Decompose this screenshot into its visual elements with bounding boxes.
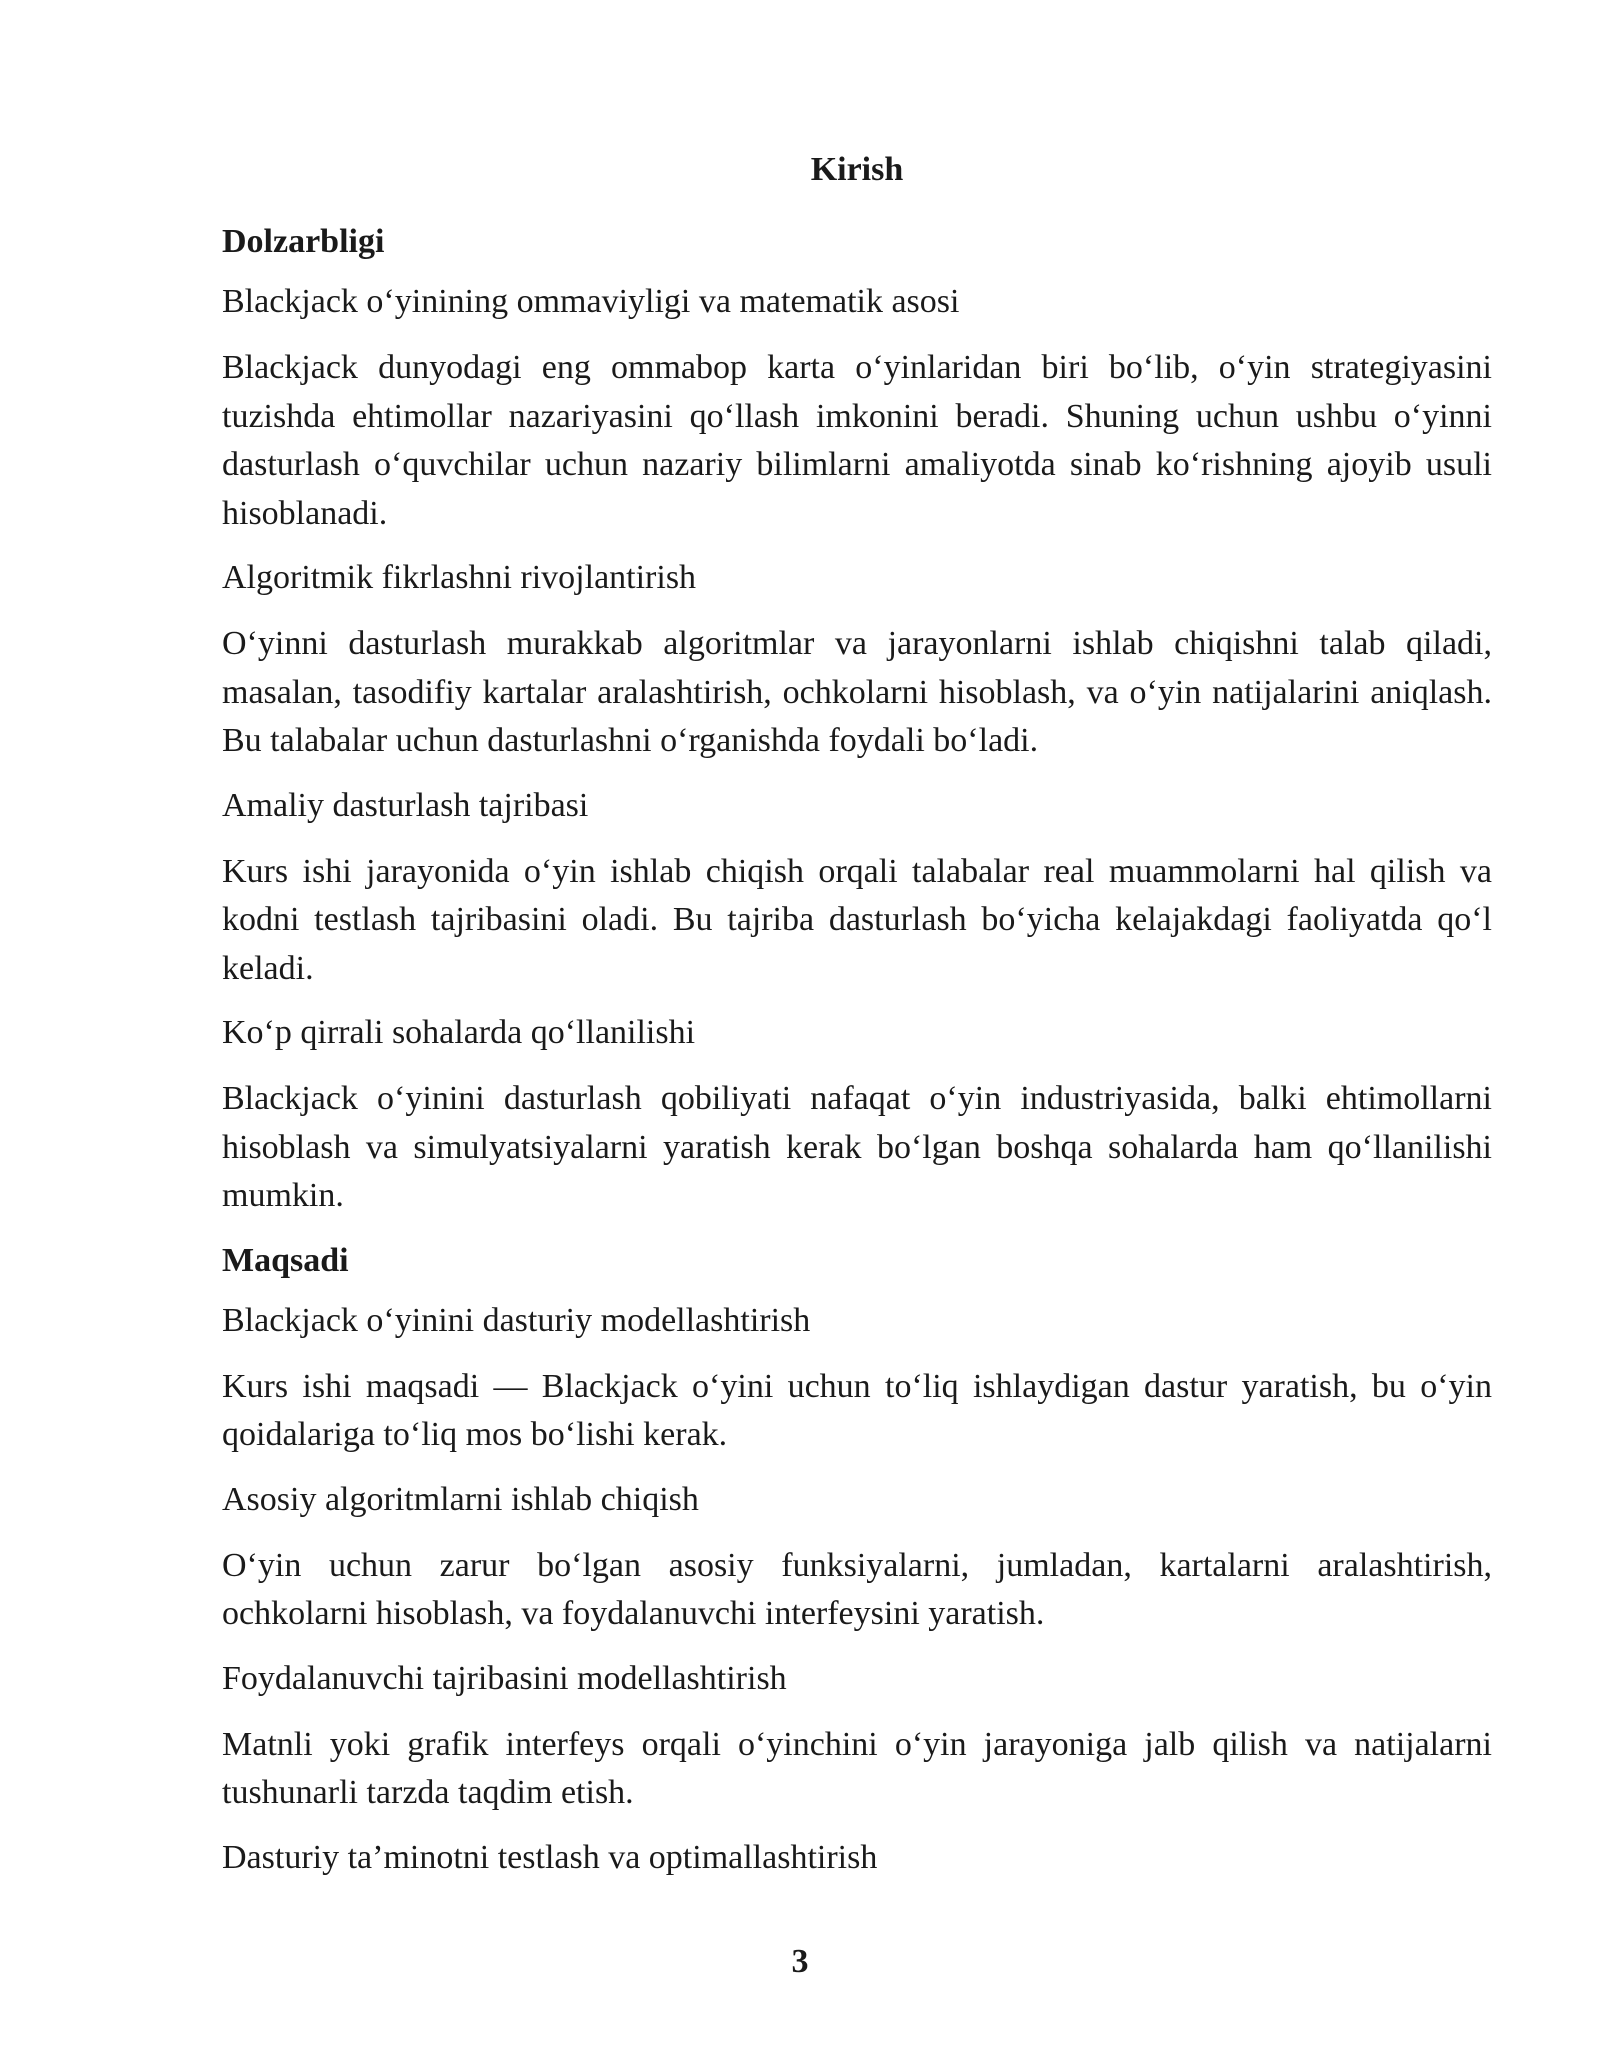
paragraph: Blackjack dunyodagi eng ommabop karta o‘yinlaridan biri bo‘lib, o‘yin strategiyasini tuzishda ehtimollar nazariyasini qo‘llash imkonini beradi. Shuning uchun ushbu o‘yinni dasturlash o‘quvchilar uchun nazariy bilimlarni amaliyotda sinab ko‘rishning ajoyib usuli hisoblanadi.: [222, 349, 1492, 532]
subheading: Ko‘p qirrali sohalarda qo‘llanilishi: [222, 1014, 696, 1051]
paragraph: O‘yinni dasturlash murakkab algoritmlar va jarayonlarni ishlab chiqishni talab qiladi, masalan, tasodifiy kartalar aralashtirish, ochkolarni hisoblash, va o‘yin natijalarini aniqlash. Bu talabalar uchun dasturlashni o‘rganishda foydali bo‘ladi.: [222, 625, 1492, 759]
section-maqsadi: [222, 1239, 1492, 1880]
subheading: Asosiy algoritmlarni ishlab chiqish: [222, 1480, 699, 1518]
paragraph: Kurs ishi maqsadi — Blackjack o‘yini uchun to‘liq ishlaydigan dastur yaratish, bu o‘yin qoidalariga to‘liq mos bo‘lishi kerak.: [222, 1367, 1492, 1453]
section-heading: Maqsadi: [222, 1241, 349, 1279]
subheading: Dasturiy ta’minotni testlash va optimallashtirish: [222, 1838, 878, 1876]
paragraph: O‘yin uchun zarur bo‘lgan asosiy funksiyalarni, jumladan, kartalarni aralashtirish, ochkolarni hisoblash, va foydalanuvchi interfeysini yaratish.: [222, 1546, 1492, 1632]
page-number: 3: [791, 1943, 809, 1980]
subheading: Foydalanuvchi tajribasini modellashtirish: [222, 1659, 787, 1697]
paragraph: Matnli yoki grafik interfeys orqali o‘yinchini o‘yin jarayoniga jalb qilish va natijalarni tushunarli tarzda taqdim etish.: [222, 1725, 1492, 1811]
page-title: Kirish: [810, 151, 904, 188]
subheading: Blackjack o‘yinining ommaviyligi va matematik asosi: [222, 283, 960, 320]
paragraph: Kurs ishi jarayonida o‘yin ishlab chiqish orqali talabalar real muammolarni hal qilish va kodni testlash tajribasini oladi. Bu tajriba dasturlash bo‘yicha kelajakdagi faoliyatda qo‘l keladi.: [222, 852, 1492, 987]
subheading: Blackjack o‘yinini dasturiy modellashtirish: [222, 1301, 811, 1339]
section-heading: Dolzarbligi: [222, 223, 385, 260]
paragraph: Blackjack o‘yinini dasturlash qobiliyati nafaqat o‘yin industriyasida, balki ehtimollarni hisoblash va simulyatsiyalarni yaratish kerak bo‘lgan boshqa sohalarda ham qo‘llanilishi mumkin.: [222, 1080, 1492, 1214]
document-page: [222, 148, 1492, 1900]
subheading: Algoritmik fikrlashni rivojlantirish: [222, 559, 697, 596]
subheading: Amaliy dasturlash tajribasi: [222, 786, 589, 824]
section-dolzarbligi: [222, 220, 1492, 1221]
